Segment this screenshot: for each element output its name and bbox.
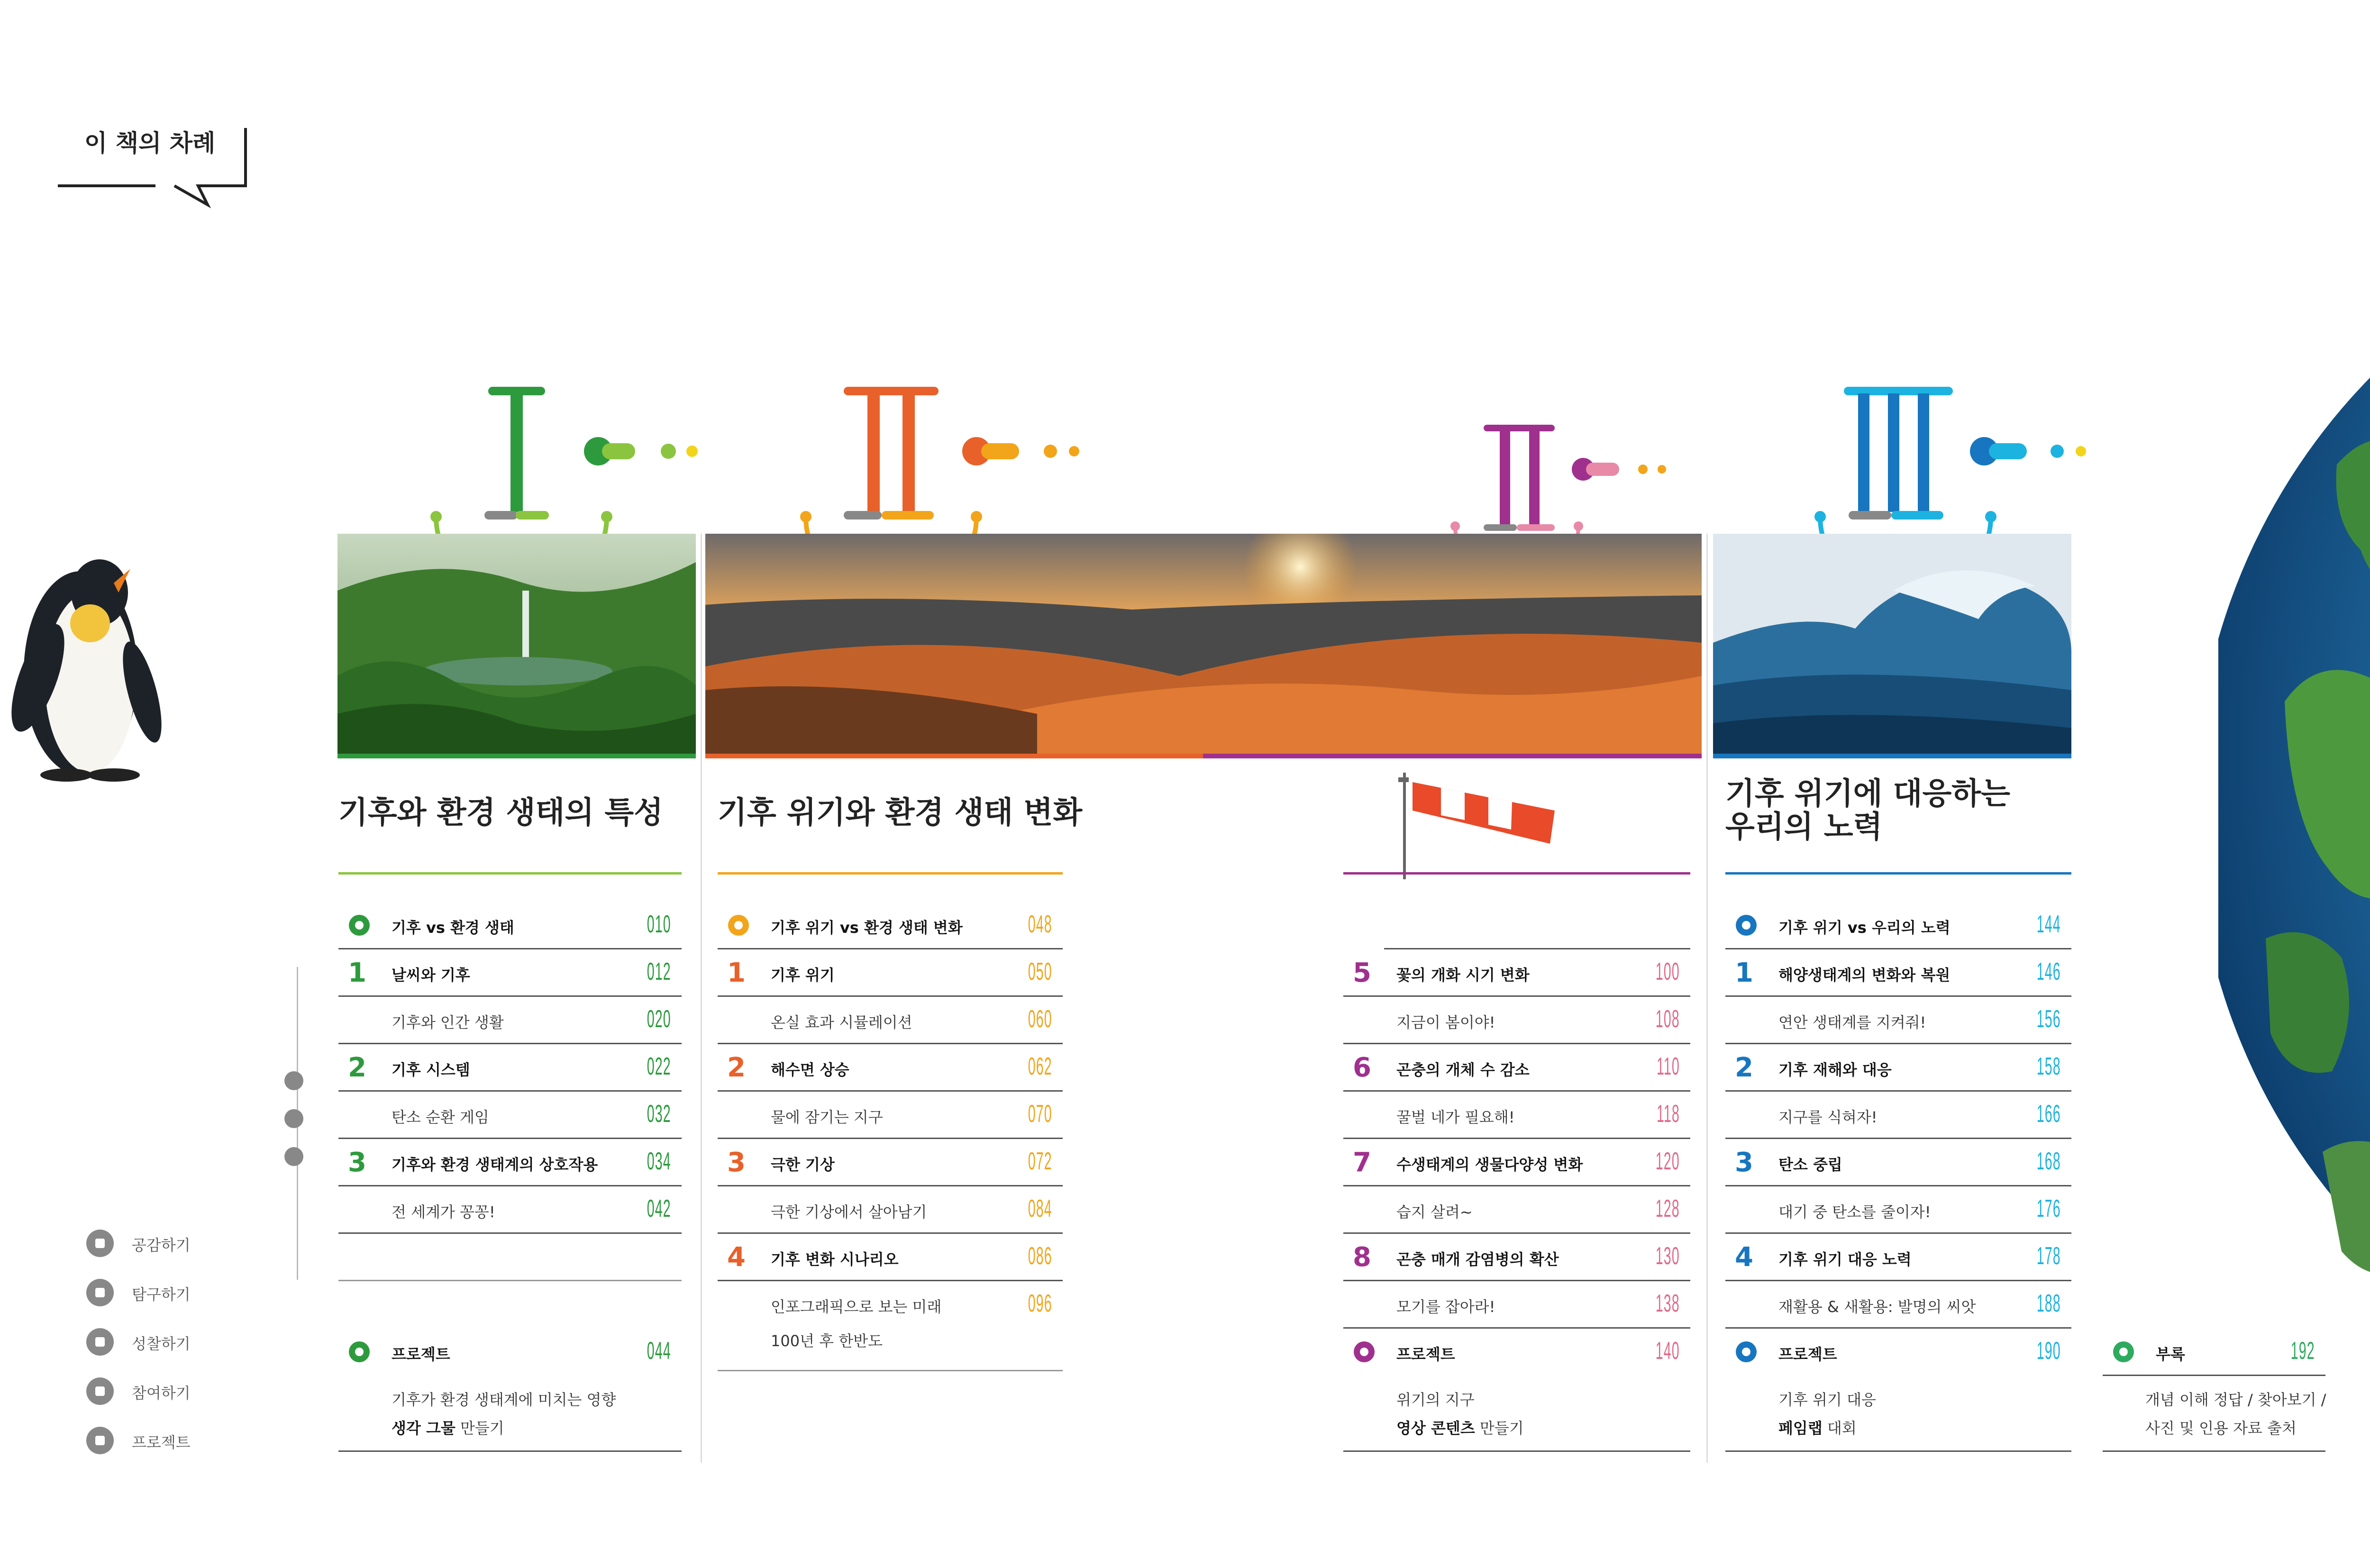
appendix-icon [2113, 1341, 2134, 1362]
toc-row[interactable]: 6 곤충의 개체 수 감소 110 [1343, 1043, 1690, 1092]
explore-icon [86, 1279, 114, 1306]
title-bracket-decoration [56, 124, 255, 210]
project-icon [1736, 1341, 1757, 1362]
toc-row[interactable]: 7 수생태계의 생물다양성 변화 120 [1343, 1138, 1690, 1186]
chapter-2b-title-rule [1343, 872, 1690, 875]
toc-row-project[interactable]: 프로젝트 190 [1725, 1327, 2071, 1375]
photo-1-underline [337, 754, 696, 758]
project-icon [349, 1341, 370, 1362]
project-description: 기후 위기 대응 페임랩 대회 [1778, 1391, 1876, 1437]
appendix-description: 개념 이해 정답 / 찾아보기 / 사진 및 인용 자료 출처 [2145, 1391, 2326, 1437]
chapter-1-title-rule [338, 872, 682, 875]
column-divider-2 [1706, 534, 1708, 1463]
project-description: 위기의 지구 영상 콘텐츠 만들기 [1396, 1391, 1524, 1437]
photo-2-underline-orange [705, 754, 1203, 758]
chapter-3-title [1725, 777, 2010, 844]
desert-sunset-photo [705, 534, 1702, 757]
toc-row[interactable]: 온실 효과 시뮬레이션 060 [718, 995, 1063, 1044]
book-toc-title: 이 책의 차례 [84, 129, 216, 157]
toc-row-appendix[interactable]: 부록 192 [2103, 1327, 2325, 1376]
ocean-wave-photo [1713, 534, 2071, 757]
toc-row-spacer [338, 1232, 682, 1281]
toc-row-intro[interactable]: 기후 위기 vs 우리의 노력 144 [1725, 901, 2071, 949]
toc-row-project[interactable]: 프로젝트 140 [1343, 1327, 1690, 1375]
toc-row[interactable]: 3 극한 기상 072 [718, 1138, 1063, 1186]
empathy-icon [728, 915, 749, 936]
toc-row[interactable]: 지금이 봄이야! 108 [1343, 995, 1690, 1044]
photo-3-underline [1713, 754, 2071, 758]
toc-row[interactable]: 물에 잠기는 지구 070 [718, 1090, 1063, 1139]
toc-row-spacer [1384, 901, 1690, 949]
empathy-icon [1736, 915, 1757, 936]
empathy-icon [86, 1230, 114, 1257]
project-description: 기후가 환경 생태계에 미치는 영향 생각 그물 만들기 [392, 1391, 616, 1437]
windsock-illustration [1394, 768, 1574, 882]
penguin-illustration [0, 521, 166, 787]
rainforest-waterfall-photo [337, 534, 696, 757]
participate-icon [86, 1377, 114, 1405]
toc-row[interactable]: 탄소 순환 게임 032 [338, 1090, 682, 1139]
toc-row[interactable]: 1 기후 위기 050 [718, 948, 1063, 997]
project-bottom-rule [1343, 1450, 1690, 1452]
chapter-1-title: 기후와 환경 생태의 특성 [338, 795, 664, 830]
toc-row[interactable]: 전 세계가 꽁꽁! 042 [338, 1185, 682, 1234]
legend-mini-icons [284, 1071, 303, 1166]
toc-row[interactable]: 재활용 & 새활용: 발명의 씨앗 188 [1725, 1280, 2071, 1329]
project-icon [86, 1427, 114, 1454]
toc-row[interactable]: 기후와 인간 생활 020 [338, 995, 682, 1044]
earth-globe-image [2218, 180, 2370, 1436]
toc-row[interactable]: 습지 살려~ 128 [1343, 1185, 1690, 1234]
chapter-3-title-line1: 기후 위기에 대응하는 [1725, 776, 2010, 811]
toc-row[interactable]: 지구를 식혀자! 166 [1725, 1090, 2071, 1139]
photo-2-underline-purple [1203, 754, 1702, 758]
chapter-2-title-rule [718, 872, 1063, 875]
appendix-bottom-rule [2103, 1450, 2325, 1452]
toc-row[interactable]: 4 기후 변화 시나리오 086 [718, 1232, 1063, 1281]
toc-row[interactable]: 대기 중 탄소를 줄이자! 176 [1725, 1185, 2071, 1234]
toc-row[interactable]: 5 꽃의 개화 시기 변화 100 [1343, 948, 1690, 997]
chapter-2-title: 기후 위기와 환경 생태 변화 [718, 795, 1083, 830]
toc-row[interactable]: 1 날씨와 기후 012 [338, 948, 682, 997]
toc-row-project[interactable]: 프로젝트 044 [338, 1327, 682, 1375]
toc-row[interactable]: 꿀벌 네가 필요해! 118 [1343, 1090, 1690, 1139]
toc-row[interactable]: 연안 생태계를 지켜줘! 156 [1725, 995, 2071, 1044]
column-divider-1 [701, 534, 702, 1463]
toc-row-intro[interactable]: 기후 위기 vs 환경 생태 변화 048 [718, 901, 1063, 949]
toc-row[interactable]: 4 기후 위기 대응 노력 178 [1725, 1232, 2071, 1281]
chapter-3-title-rule [1725, 872, 2071, 875]
toc-row[interactable]: 3 탄소 중립 168 [1725, 1138, 2071, 1186]
project-bottom-rule [338, 1450, 682, 1452]
project-bottom-rule [1725, 1450, 2071, 1452]
reflect-icon [86, 1328, 114, 1356]
toc-row[interactable]: 2 기후 시스템 022 [338, 1043, 682, 1092]
empathy-icon [349, 915, 370, 936]
toc-row-infographic[interactable]: 인포그래픽으로 보는 미래 100년 후 한반도 096 [718, 1280, 1063, 1371]
toc-row[interactable]: 1 해양생태계의 변화와 복원 146 [1725, 948, 2071, 997]
chapter-3-title-line2: 우리의 노력 [1725, 810, 1883, 845]
toc-row[interactable]: 2 해수면 상승 062 [718, 1043, 1063, 1092]
toc-row[interactable]: 극한 기상에서 살아남기 084 [718, 1185, 1063, 1234]
toc-row[interactable]: 2 기후 재해와 대응 158 [1725, 1043, 2071, 1092]
toc-row[interactable]: 8 곤충 매개 감염병의 확산 130 [1343, 1232, 1690, 1281]
toc-row[interactable]: 3 기후와 환경 생태계의 상호작용 034 [338, 1138, 682, 1186]
toc-row-intro[interactable]: 기후 vs 환경 생태 010 [338, 901, 682, 949]
project-icon [1354, 1341, 1375, 1362]
toc-row[interactable]: 모기를 잡아라! 138 [1343, 1280, 1690, 1329]
